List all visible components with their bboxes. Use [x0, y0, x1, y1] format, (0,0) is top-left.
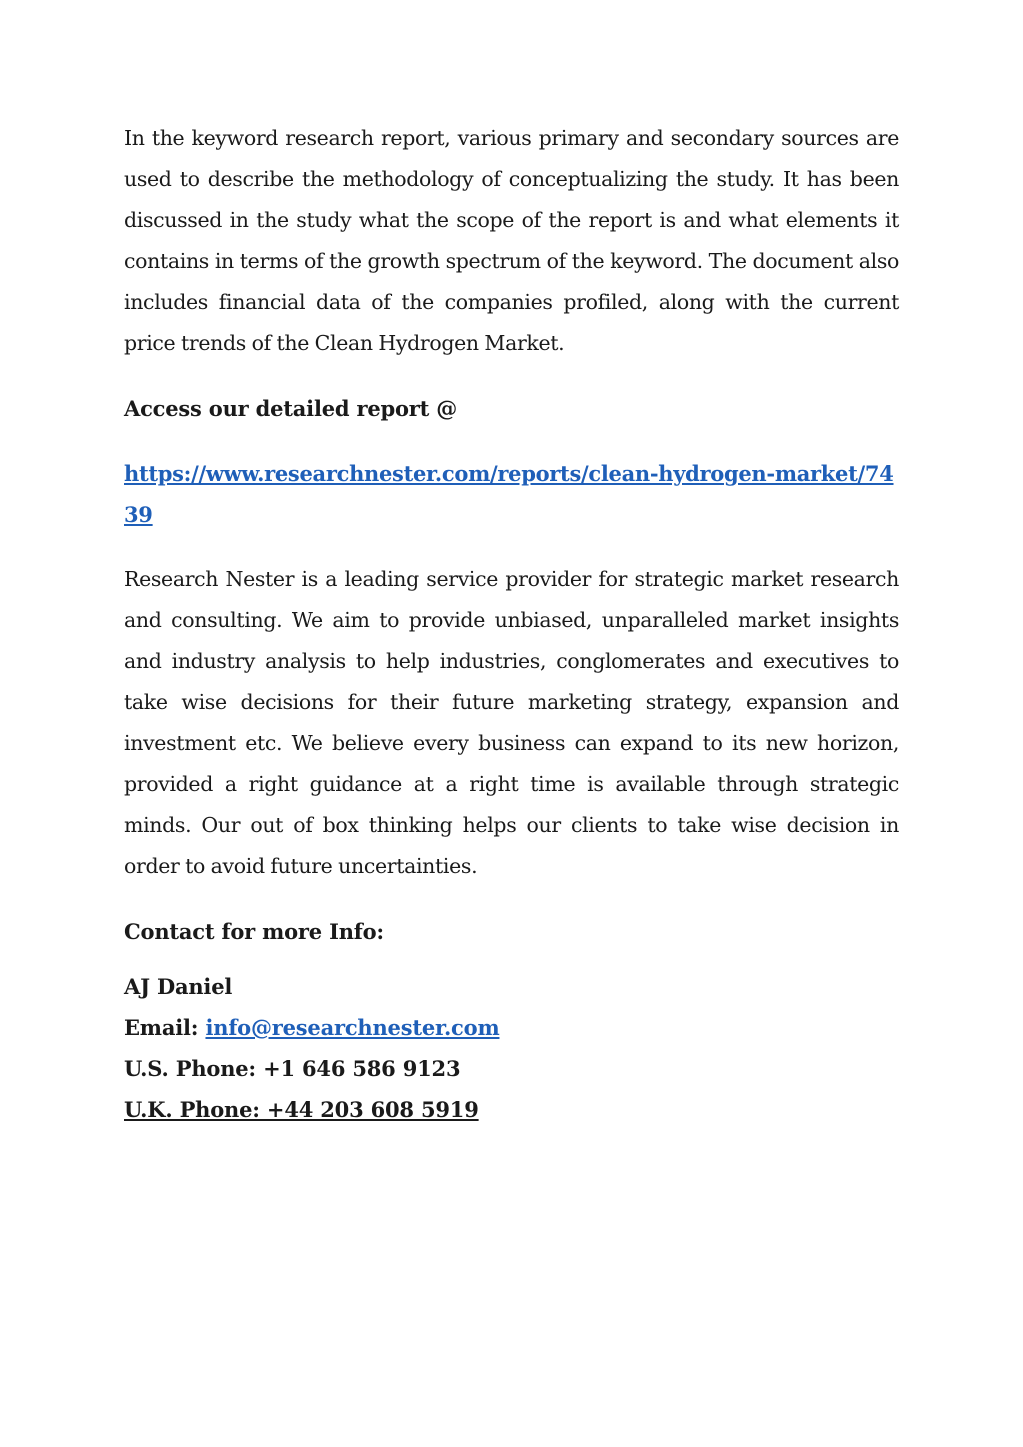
contact-block	[124, 966, 899, 1130]
access-report-heading: Access our detailed report @	[124, 396, 458, 421]
report-link[interactable]: https://www.researchnester.com/reports/clean-hydrogen-market/7439	[124, 461, 894, 527]
email-label: Email:	[124, 1015, 199, 1040]
us-phone: U.S. Phone: +1 646 586 9123	[124, 1056, 461, 1081]
document-page	[124, 118, 899, 1130]
email-link[interactable]: info@researchnester.com	[205, 1015, 500, 1040]
contact-name: AJ Daniel	[124, 974, 233, 999]
about-paragraph: Research Nester is a leading service provider for strategic market research and consulting. We aim to provide unbiased, unparalleled market insights and industry analysis to help industries, conglomerates and executives to take wise decisions for their future marketing strategy, expansion and investment etc. We believe every business can expand to its new horizon, provided a right guidance at a right time is available through strategic minds. Our out of box thinking helps our clients to take wise decision in order to avoid future uncertainties.	[124, 567, 899, 878]
uk-phone[interactable]: U.K. Phone: +44 203 608 5919	[124, 1097, 479, 1122]
contact-heading: Contact for more Info:	[124, 919, 384, 944]
intro-paragraph: In the keyword research report, various primary and secondary sources are used to describe the methodology of conceptualizing the study. It has been discussed in the study what the scope of the report is and what elements it contains in terms of the growth spectrum of the keyword. The document also includes financial data of the companies profiled, along with the current price trends of the Clean Hydrogen Market.	[124, 126, 899, 355]
contact-email-line	[124, 1007, 899, 1048]
report-link-container	[124, 453, 899, 535]
